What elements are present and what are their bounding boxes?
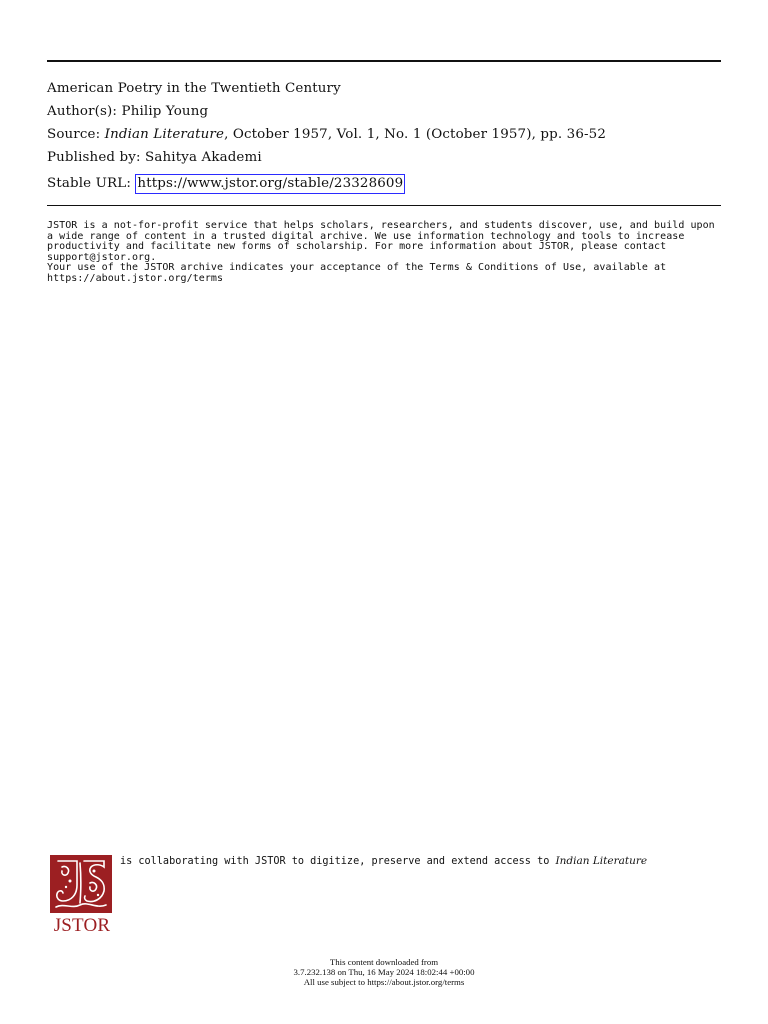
author-line	[47, 101, 727, 124]
author-label: Author(s):	[47, 104, 118, 119]
stable-url-line	[47, 173, 727, 196]
footer-line-2: 3.7.232.138 on Thu, 16 May 2024 18:02:44 +00:00	[293, 967, 475, 977]
collaboration-text: is collaborating with JSTOR to digitize, preserve and extend access to	[120, 856, 550, 867]
top-rule	[47, 60, 721, 62]
source-line	[47, 124, 727, 147]
jstor-wordmark: JSTOR	[53, 915, 111, 936]
article-title: American Poetry in the Twentieth Century	[47, 81, 341, 96]
citation-block	[47, 78, 727, 196]
footer-line-3: All use subject to https://about.jstor.org/terms	[303, 977, 465, 987]
publisher-label: Published by:	[47, 150, 141, 165]
stable-url-label: Stable URL:	[47, 176, 131, 191]
stable-url-link[interactable]: https://www.jstor.org/stable/23328609	[135, 174, 405, 194]
collaboration-statement	[120, 855, 647, 867]
jstor-logo[interactable]	[48, 853, 116, 937]
terms-notice: Your use of the JSTOR archive indicates your acceptance of the Terms & Conditions of Use, available at https://about.jstor.org/terms	[47, 262, 667, 284]
source-details: , October 1957, Vol. 1, No. 1 (October 1957), pp. 36-52	[224, 127, 607, 142]
author-name: Philip Young	[121, 104, 209, 119]
jstor-service-notice: JSTOR is a not-for-profit service that helps scholars, researchers, and students discover, use, and build upon a wide range of content in a trusted digital archive. We use information technology and tools to increase productivity and facilitate new forms of scholarship. For more information about JSTOR, please contact support@jstor.org.	[47, 220, 715, 263]
divider-rule	[47, 205, 721, 206]
download-footer	[0, 957, 768, 987]
source-label: Source:	[47, 127, 101, 142]
publisher-line	[47, 147, 727, 170]
publisher-name: Sahitya Akademi	[145, 150, 262, 165]
footer-line-1: This content downloaded from	[329, 957, 439, 967]
collaboration-journal: Indian Literature	[555, 855, 648, 867]
source-journal: Indian Literature	[104, 127, 225, 142]
jstor-emblem-icon	[50, 855, 112, 913]
